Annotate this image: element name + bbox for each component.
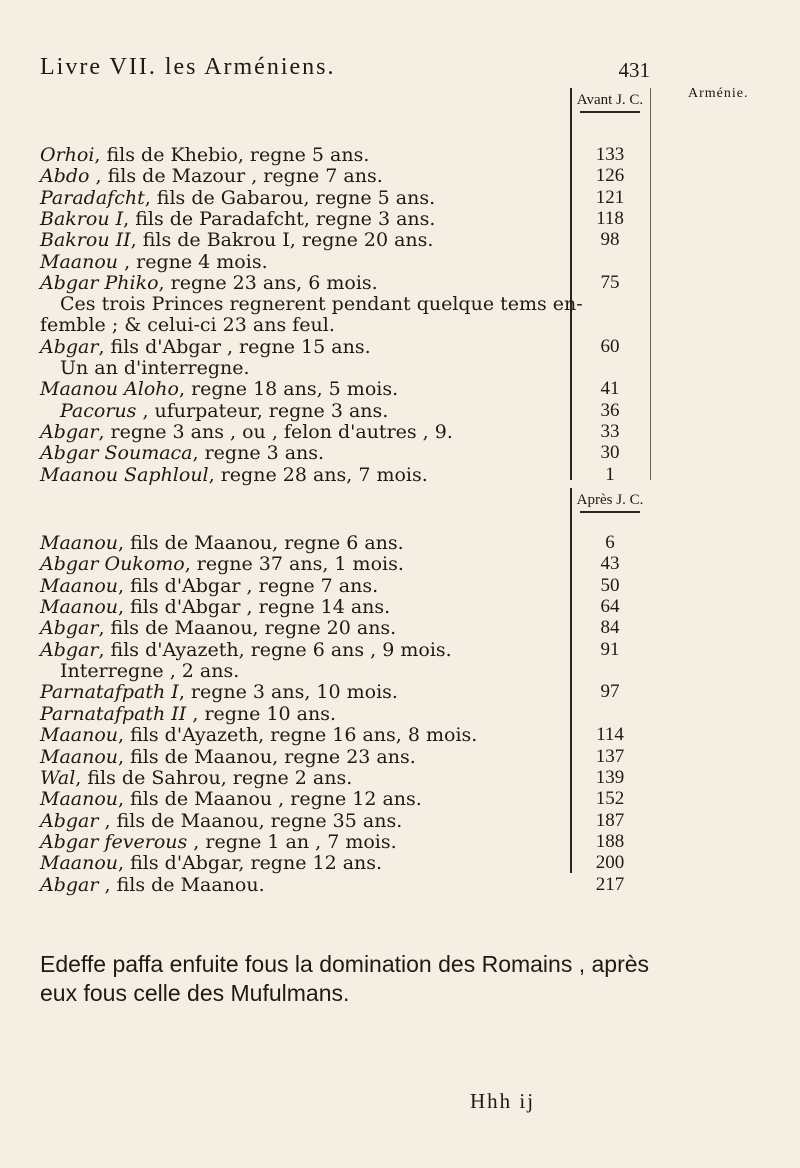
ruler-name: Abgar [40,335,99,358]
ruler-name: Abgar Oukomo [40,553,185,576]
ruler-name: Maanou [40,724,119,747]
reign-year: 33 [600,420,620,442]
column-rule-right [650,88,651,480]
reign-year: 187 [595,809,625,831]
reign-description: , regne 18 ans, 5 mois. [178,378,399,401]
reign-description: , fils de Khebio, regne 5 ans. [94,144,370,166]
reign-year: 133 [595,144,625,165]
reign-description: , fils de Maanou, regne 23 ans. [118,745,416,768]
margin-note: Arménie. [688,86,749,101]
reign-description: , regne 3 ans , ou , felon d'autres , 9. [98,420,453,443]
reign-description: , fils de Mazour , regne 7 ans. [89,165,383,188]
reign-description: , fils de Bakrou I, regne 20 ans. [130,229,434,252]
reign-year: 1 [605,463,615,485]
reign-description: , regne 3 ans, 10 mois. [178,681,398,704]
reign-year: 121 [595,186,625,208]
ruler-name: Maanou [40,596,119,619]
reign-description: , fils de Sahrou, regne 2 ans. [75,766,353,789]
reign-description: , fils d'Abgar , regne 14 ans. [118,596,391,619]
reign-year: 98 [600,229,620,251]
ruler-name: Abgar [40,638,99,661]
ruler-name: Bakrou II [40,229,131,252]
ruler-name: Abgar [40,809,99,832]
reign-year: 84 [600,617,620,639]
ruler-name: Abgar [40,617,99,640]
reign-description: femble ; & celui-ci 23 ans feul. [40,314,335,337]
reign-year: 50 [600,574,620,596]
reign-description: , fils d'Abgar , regne 7 ans. [118,574,379,597]
page-number: 431 [618,58,650,82]
signature-mark: Hhh ij [470,1089,536,1113]
reign-description: , fils de Gabarou, regne 5 ans. [144,186,436,209]
reign-description: , regne 10 ans. [186,702,337,725]
reign-entry [40,873,570,897]
reign-description: , ufurpateur, regne 3 ans. [136,399,389,422]
reign-description: , regne 4 mois. [118,250,268,273]
reign-year: 137 [595,745,625,767]
reign-description: , regne 28 ans, 7 mois. [208,463,428,486]
reign-description: , fils de Maanou, regne 6 ans. [118,532,404,554]
ruler-name: Bakrou I [40,207,124,230]
ruler-name: Maanou [40,745,119,768]
reign-year: 139 [595,766,625,788]
ruler-name: Abgar [40,873,99,896]
reign-year: 41 [600,378,620,400]
ruler-name: Maanou [40,250,119,273]
reign-year: 152 [595,788,625,810]
ruler-name: Maanou [40,574,119,597]
reign-description: , fils de Paradafcht, regne 3 ans. [123,207,436,230]
reign-year: 43 [600,553,620,575]
reign-year: 30 [600,442,620,464]
reign-description: , fils de Maanou, regne 35 ans. [98,809,403,832]
reign-description: , regne 23 ans, 6 mois. [158,271,378,294]
reign-year: 6 [605,532,615,553]
reign-description: , fils d'Abgar , regne 15 ans. [98,335,371,358]
ruler-name: Orhoi [40,144,95,166]
reign-description: , fils d'Ayazeth, regne 16 ans, 8 mois. [118,724,478,747]
reign-entry [40,463,570,487]
reign-description: , fils de Maanou, regne 20 ans. [98,617,397,640]
reign-year: 217 [595,873,625,895]
reign-year: 36 [600,399,620,421]
reign-year: 188 [595,830,625,852]
ruler-name: Wal [40,766,76,789]
reign-description: , regne 1 an , 7 mois. [187,830,397,853]
reign-description: , fils de Maanou. [98,873,265,896]
reign-description: , fils d'Ayazeth, regne 6 ans , 9 mois. [98,638,452,661]
reign-year: 91 [600,638,620,660]
reign-description: , fils d'Abgar, regne 12 ans. [118,852,383,875]
reign-description: Interregne , 2 ans. [60,660,240,683]
ruler-name: Maanou Aloho [40,378,179,401]
ruler-name: Abdo [40,165,90,188]
reign-description: , regne 3 ans. [192,442,325,465]
reign-year: 97 [600,681,620,703]
ruler-name: Paradafcht [40,186,145,209]
running-head: Livre VII. les Arméniens. [40,54,336,80]
ruler-name: Abgar Soumaca [40,442,193,465]
reign-description: Ces trois Princes regnerent pendant quelque tems en- [60,293,583,316]
closing-paragraph: Edeffe paffa enfuite fous la domination des Romains , après eux fous celle des Mufulmans. [40,951,650,1006]
ruler-name: Parnatafpath II [40,702,187,725]
ruler-name: Maanou Saphloul [40,463,209,486]
reign-year: 118 [596,207,624,229]
ruler-name: Abgar [40,420,99,443]
reign-description: , fils de Maanou , regne 12 ans. [118,788,422,811]
column-header-after: Après J. C. [572,492,648,513]
reign-year: 200 [595,852,625,874]
ruler-name: Maanou [40,788,119,811]
reign-year: 64 [600,596,620,618]
reign-description: Un an d'interregne. [60,357,250,379]
reign-year: 75 [600,271,620,293]
reign-year: 114 [596,724,624,746]
ruler-name: Abgar Phiko [40,271,159,294]
reign-year: 126 [595,165,625,187]
reign-description: , regne 37 ans, 1 mois. [184,553,404,576]
ruler-name: Maanou [40,852,119,875]
ruler-name: Maanou [40,532,119,554]
ruler-name: Parnatafpath I [40,681,179,704]
ruler-name: Pacorus [60,399,137,422]
column-header-before: Avant J. C. [572,92,648,113]
reign-year: 60 [600,335,620,357]
ruler-name: Abgar feverous [40,830,188,853]
